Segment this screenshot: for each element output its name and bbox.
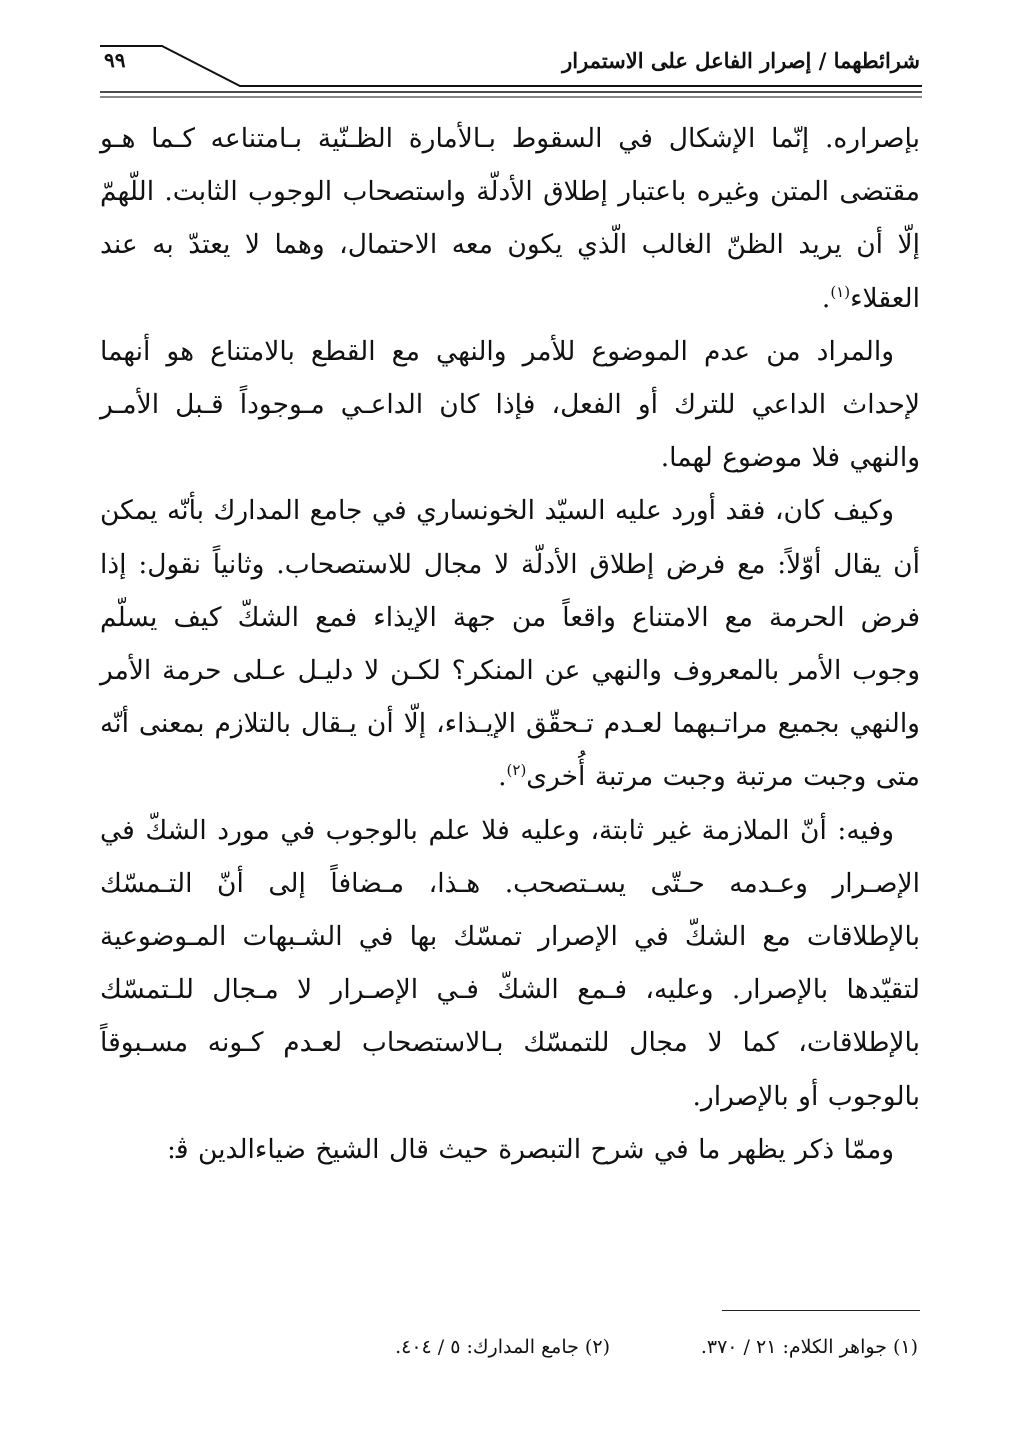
header-title: شرائطهما / إصرار الفاعل على الاستمرار xyxy=(562,48,920,73)
paragraph-text: والمراد من عدم الموضوع للأمر والنهي مع القطع بالامتناع هو أنهما لإحداث الداعي للترك أو الفعل، فإذا كان الداعـي مـوجوداً قـبل الأمـر والنهي فلا موضوع لهما. xyxy=(100,335,920,474)
paragraph-3 xyxy=(100,484,920,803)
paragraph-text: بإصراره. إنّما الإشكال في السقوط بـالأمارة الظـنّية بـامتناعه كـما هـو مقتضى المتن وغيره باعتبار إطلاق الأدلّة واستصحاب الوجوب الثابت. اللّهمّ إلّا أن يريد الظنّ الغالب الّذي يكون معه الاحتمال، وهما لا يعتدّ به عند العقلاء xyxy=(100,123,920,314)
paragraph-text: وفيه: أنّ الملازمة غير ثابتة، وعليه فلا علم بالوجوب في مورد الشكّ في الإصـرار وعـدمه حـتّى يسـتصحب. هـذا، مـضافاً إلى أنّ التـمسّك بالإطلاقات مع الشكّ في الإصرار تمسّك بها في الشـبهات المـوضوعية لتقيّدها بالإصرار. وعليه، فـمع الشكّ فـي الإصـرار لا مـجال للـتمسّك بالإطلاقات، كما لا مجال للتمسّك بـالاستصحاب لعـدم كـونه مسـبوقاً بالوجوب أو بالإصرار. xyxy=(100,814,920,1112)
footnote-2: (٢) جامع المدارك: ٥ / ٤٠٤. xyxy=(395,1336,610,1358)
footnote-ref-1[interactable]: (١) xyxy=(830,282,851,301)
body-text xyxy=(100,112,920,1176)
paragraph-1 xyxy=(100,112,920,325)
paragraph-text: وكيف كان، فقد أورد عليه السيّد الخونساري في جامع المدارك بأنّه يمكن أن يقال أوّلاً: مع فرض إطلاق الأدلّة لا مجال للاستصحاب. وثانياً نقول: إذا فرض الحرمة مع الامتناع واقعاً من جهة الإيذاء فمع الشكّ كيف يسلّم وجوب الأمر بالمعروف والنهي عن المنكر؟ لكـن لا دليـل عـلى حرمة الأمر والنهي بجميع مراتـبهما لعـدم تـحقّق الإيـذاء، إلّا أن يـقال بالتلازم بمعنى أنّه متى وجبت مرتبة وجبت مرتبة أُخرى xyxy=(100,495,920,793)
footnote-ref-2[interactable]: (٢) xyxy=(506,761,527,780)
footnote-separator xyxy=(722,1310,920,1311)
paragraph-2 xyxy=(100,325,920,485)
page-number: ٩٩ xyxy=(104,48,126,72)
footnote-1: (١) جواهر الكلام: ٢١ / ٣٧٠. xyxy=(700,1336,918,1358)
running-header xyxy=(100,40,922,100)
paragraph-tail: . xyxy=(821,282,831,314)
paragraph-4 xyxy=(100,804,920,1123)
paragraph-tail: . xyxy=(498,761,507,793)
paragraph-5 xyxy=(100,1123,920,1176)
paragraph-text: وممّا ذكر يظهر ما في شرح التبصرة حيث قال الشيخ ضياءالدين ﭬ: xyxy=(166,1133,894,1165)
footnotes xyxy=(100,1336,920,1370)
